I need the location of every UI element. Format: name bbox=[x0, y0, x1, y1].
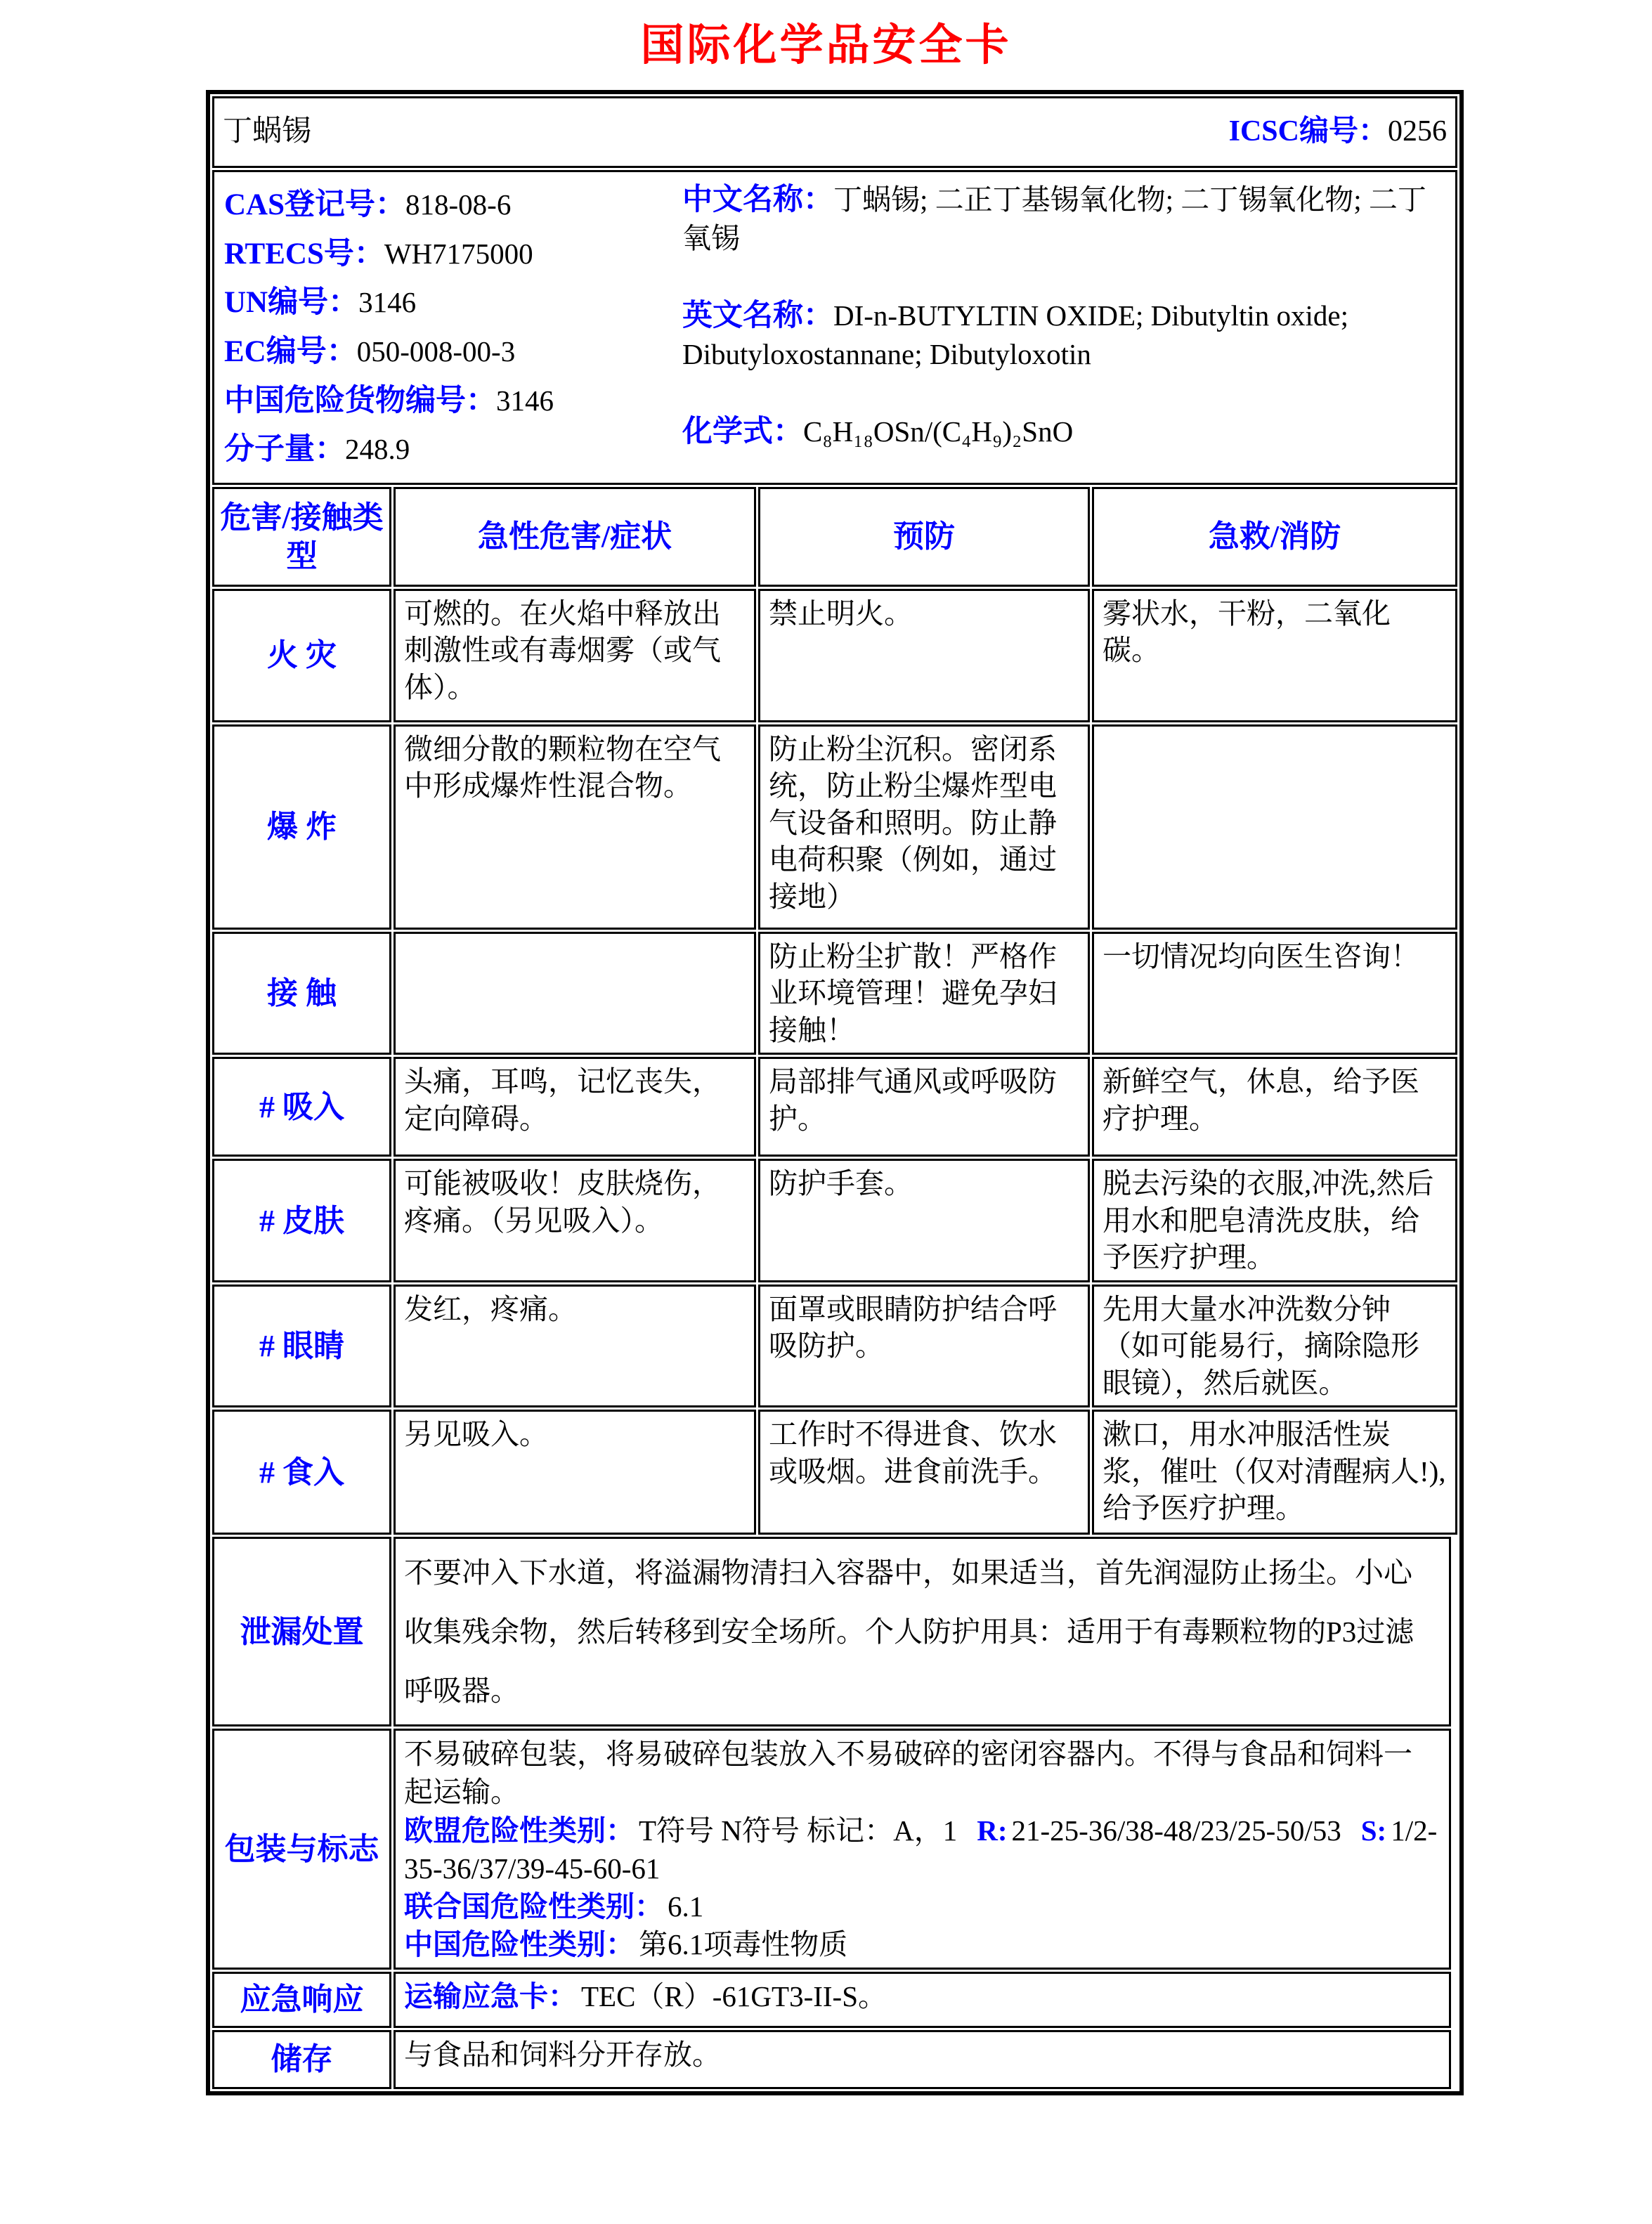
un-number-label: UN编号： bbox=[224, 286, 359, 320]
eu-hazard-class-label: 欧盟危险性类别： bbox=[404, 1814, 635, 1847]
inhalation-response: 新鲜空气，休息，给予医疗护理。 bbox=[1092, 1057, 1457, 1157]
hazard-row-explosion bbox=[212, 724, 1457, 930]
fire-response: 雾状水，干粉，二氧化碳。 bbox=[1092, 589, 1457, 722]
substance-name: 丁蜗锡 bbox=[223, 115, 312, 148]
cas-number-line bbox=[224, 181, 674, 230]
icsc-number-value: 0256 bbox=[1388, 115, 1447, 148]
hazard-row-eyes bbox=[212, 1285, 1457, 1407]
header-first-aid: 急救/消防 bbox=[1092, 487, 1457, 587]
packaging-content bbox=[394, 1729, 1451, 1970]
cas-number-label: CAS登记号： bbox=[224, 188, 406, 221]
rtecs-number-value: WH7175000 bbox=[384, 237, 533, 270]
china-dg-number-label: 中国危险货物编号： bbox=[224, 384, 496, 417]
un-hazard-class-value: 6.1 bbox=[668, 1890, 704, 1923]
hazard-row-ingestion bbox=[212, 1410, 1457, 1535]
packaging-transport-text: 不易破碎包装，将易破碎包装放入不易破碎的密闭容器内。不得与食品和饲料一起运输。 bbox=[404, 1738, 1412, 1809]
substance-header-cell bbox=[212, 96, 1457, 168]
inhalation-prevention: 局部排气通风或呼吸防护。 bbox=[758, 1057, 1090, 1157]
eyes-symptoms: 发红，疼痛。 bbox=[394, 1285, 756, 1407]
ec-number-value: 050-008-00-3 bbox=[356, 334, 516, 368]
chinese-name-entry bbox=[682, 181, 1445, 257]
spill-label: 泄漏处置 bbox=[212, 1537, 391, 1726]
hazard-row-inhalation bbox=[212, 1057, 1457, 1157]
chemical-formula-entry bbox=[682, 412, 1445, 452]
card-header-row bbox=[212, 96, 1457, 168]
packaging-un-line bbox=[404, 1887, 1440, 1925]
chinese-name-value: 丁蜗锡; 二正丁基锡氧化物; 二丁锡氧化物; 二丁氧锡 bbox=[682, 183, 1426, 254]
section-row-spill bbox=[212, 1537, 1457, 1726]
molecular-weight-value: 248.9 bbox=[345, 433, 410, 466]
eyes-prevention: 面罩或眼睛防护结合呼吸防护。 bbox=[758, 1285, 1090, 1407]
skin-symptoms: 可能被吸收！皮肤烧伤，疼痛。（另见吸入）。 bbox=[394, 1159, 756, 1282]
header-prevention: 预防 bbox=[758, 487, 1090, 587]
packaging-eu-line bbox=[404, 1812, 1440, 1887]
section-row-packaging bbox=[212, 1729, 1457, 1970]
r-phrases-value: 21-25-36/38-48/23/25-50/53 bbox=[1011, 1814, 1341, 1847]
ingestion-symptoms: 另见吸入。 bbox=[394, 1410, 756, 1535]
emergency-content bbox=[394, 1972, 1451, 2028]
header-acute-symptoms: 急性危害/症状 bbox=[394, 487, 756, 587]
inhalation-symptoms: 头痛，耳鸣，记忆丧失，定向障碍。 bbox=[394, 1057, 756, 1157]
hazard-row-contact bbox=[212, 932, 1457, 1055]
emergency-label: 应急响应 bbox=[212, 1972, 391, 2028]
chemical-formula-label: 化学式： bbox=[682, 415, 803, 449]
molecular-weight-line bbox=[224, 425, 674, 474]
transport-emergency-card-value: TEC（R）-61GT3-II-S。 bbox=[581, 1979, 887, 2012]
china-hazard-class-label: 中国危险性类别： bbox=[404, 1927, 635, 1960]
explosion-symptoms: 微细分散的颗粒物在空气中形成爆炸性混合物。 bbox=[394, 724, 756, 930]
ingestion-label: # 食入 bbox=[212, 1410, 391, 1535]
explosion-prevention: 防止粉尘沉积。密闭系统，防止粉尘爆炸型电气设备和照明。防止静电荷积聚（例如，通过接地） bbox=[758, 724, 1090, 930]
english-name-entry bbox=[682, 297, 1445, 373]
un-number-value: 3146 bbox=[358, 286, 417, 319]
hazard-row-skin bbox=[212, 1159, 1457, 1282]
ingestion-response: 漱口，用水冲服活性炭浆，催吐（仅对清醒病人!),给予医疗护理。 bbox=[1092, 1410, 1457, 1535]
identifier-list bbox=[224, 181, 674, 474]
inhalation-label: # 吸入 bbox=[212, 1057, 391, 1157]
rtecs-number-label: RTECS号： bbox=[224, 237, 384, 271]
hazard-row-fire bbox=[212, 589, 1457, 722]
un-number-line bbox=[224, 278, 674, 327]
explosion-label: 爆 炸 bbox=[212, 724, 391, 930]
identification-cell bbox=[212, 170, 1457, 485]
hazard-table-header-row bbox=[212, 487, 1457, 587]
page-title: 国际化学品安全卡 bbox=[640, 22, 1012, 70]
contact-symptoms bbox=[394, 932, 756, 1055]
packaging-label: 包装与标志 bbox=[212, 1729, 391, 1970]
english-name-value: DI-n-BUTYLTIN OXIDE; Dibutyltin oxide; Dibutyloxostannane; Dibutyloxotin bbox=[682, 299, 1348, 371]
s-phrases-value: 1/2-35-36/37/39-45-60-61 bbox=[404, 1814, 1438, 1885]
skin-prevention: 防护手套。 bbox=[758, 1159, 1090, 1282]
icsc-number bbox=[1229, 113, 1447, 151]
ingestion-prevention: 工作时不得进食、饮水或吸烟。进食前洗手。 bbox=[758, 1410, 1090, 1535]
skin-response: 脱去污染的衣服,冲洗,然后用水和肥皂清洗皮肤，给予医疗护理。 bbox=[1092, 1159, 1457, 1282]
storage-label: 储存 bbox=[212, 2030, 391, 2089]
cas-number-value: 818-08-6 bbox=[405, 188, 512, 221]
china-dg-number-line bbox=[224, 377, 674, 426]
r-phrases-label: R: bbox=[977, 1814, 1008, 1847]
icsc-number-label: ICSC编号： bbox=[1228, 115, 1388, 148]
fire-prevention: 禁止明火。 bbox=[758, 589, 1090, 722]
fire-label: 火 灾 bbox=[212, 589, 391, 722]
molecular-weight-label: 分子量： bbox=[224, 433, 345, 467]
name-list bbox=[674, 181, 1445, 474]
identification-row bbox=[212, 170, 1457, 485]
contact-label: 接 触 bbox=[212, 932, 391, 1055]
chinese-name-label: 中文名称： bbox=[682, 183, 833, 216]
eyes-label: # 眼睛 bbox=[212, 1285, 391, 1407]
transport-emergency-card-label: 运输应急卡： bbox=[404, 1979, 577, 2012]
spill-text: 不要冲入下水道，将溢漏物清扫入容器中，如果适当，首先润湿防止扬尘。小心收集残余物，然后转移到安全场所。个人防护用具：适用于有毒颗粒物的P3过滤呼吸器。 bbox=[394, 1537, 1451, 1726]
rtecs-number-line bbox=[224, 230, 674, 279]
china-dg-number-value: 3146 bbox=[496, 384, 554, 417]
ec-number-line bbox=[224, 327, 674, 377]
section-row-emergency bbox=[212, 1972, 1457, 2028]
eyes-response: 先用大量水冲洗数分钟（如可能易行，摘除隐形眼镜），然后就医。 bbox=[1092, 1285, 1457, 1407]
fire-symptoms: 可燃的。在火焰中释放出刺激性或有毒烟雾（或气体）。 bbox=[394, 589, 756, 722]
storage-text: 与食品和饲料分开存放。 bbox=[394, 2030, 1451, 2089]
chemical-formula-value: C₈H₁₈OSn/(C₄H₉)₂SnO bbox=[803, 415, 1074, 448]
header-hazard-type: 危害/接触类型 bbox=[212, 487, 391, 587]
icsc-card bbox=[206, 90, 1464, 2095]
packaging-cn-line bbox=[404, 1925, 1440, 1963]
ec-number-label: EC编号： bbox=[224, 334, 357, 368]
china-hazard-class-value: 第6.1项毒性物质 bbox=[639, 1927, 848, 1960]
contact-response: 一切情况均向医生咨询！ bbox=[1092, 932, 1457, 1055]
s-phrases-label: S: bbox=[1360, 1814, 1387, 1847]
eu-hazard-class-value: T符号 N符号 标记：A，1 bbox=[639, 1814, 958, 1847]
explosion-response bbox=[1092, 724, 1457, 930]
un-hazard-class-label: 联合国危险性类别： bbox=[404, 1890, 663, 1923]
contact-prevention: 防止粉尘扩散！严格作业环境管理！避免孕妇接触！ bbox=[758, 932, 1090, 1055]
english-name-label: 英文名称： bbox=[682, 299, 833, 333]
section-row-storage bbox=[212, 2030, 1457, 2089]
skin-label: # 皮肤 bbox=[212, 1159, 391, 1282]
